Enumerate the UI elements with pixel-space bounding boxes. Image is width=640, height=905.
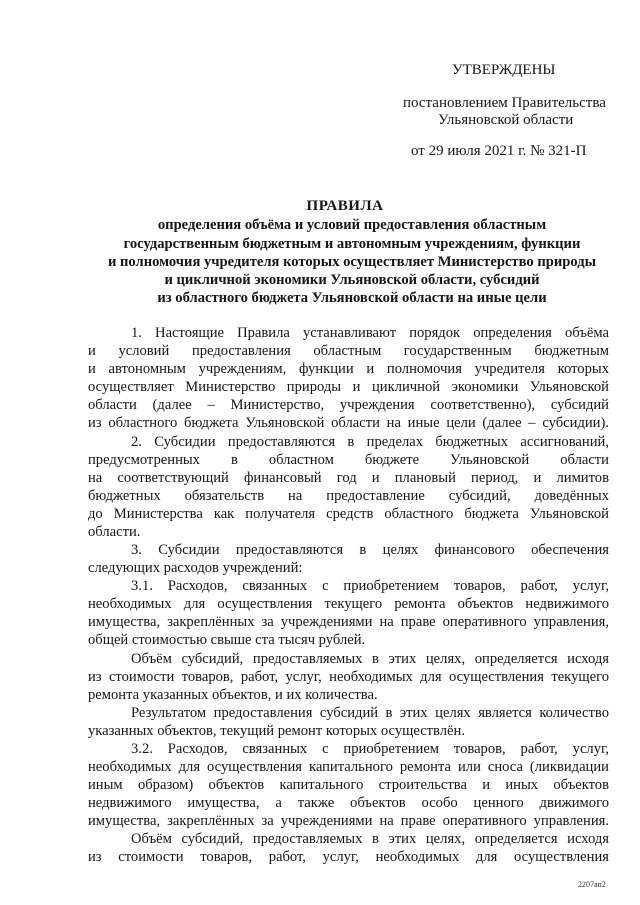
- body-line: Объём субсидий, предоставляемых в этих целях, определяется исходя: [131, 651, 609, 667]
- body-line: необходимых для осуществления текущего ремонта объектов недвижимого: [88, 596, 609, 612]
- body-line: и автономным учреждениям, функции и полномочия учредителя которых: [88, 361, 609, 377]
- body-line: Объём субсидий, предоставляемых в этих целях, определяется исходя: [131, 831, 609, 847]
- approval-line-2: Ульяновской области: [438, 112, 574, 128]
- body-line: недвижимого имущества, а также объектов особо ценного движимого: [88, 795, 609, 811]
- approval-line-1: постановлением Правительства: [403, 95, 606, 111]
- approval-line-3: от 29 июля 2021 г. № 321-П: [411, 143, 587, 159]
- body-line: общей стоимостью свыше ста тысяч рублей.: [88, 632, 366, 648]
- body-line: имущества, закреплённых за учреждениями на праве оперативного управления,: [88, 614, 609, 630]
- body-line: 3. Субсидии предоставляются в целях финансового обеспечения: [131, 542, 609, 558]
- approved-heading: УТВЕРЖДЕНЫ: [452, 62, 556, 78]
- body-line: и условий предоставления областным государственным бюджетным: [88, 343, 609, 359]
- body-line: предусмотренных в областном бюджете Ульяновской области: [88, 452, 609, 468]
- body-line: до Министерства как получателя средств областного бюджета Ульяновской: [88, 506, 609, 522]
- body-line: 3.2. Расходов, связанных с приобретением товаров, работ, услуг,: [131, 741, 609, 757]
- title-subline: и цикличной экономики Ульяновской области, субсидий: [164, 272, 540, 288]
- body-line: имущества, закреплённых за учреждениями на праве оперативного управления.: [88, 813, 609, 829]
- document-title: ПРАВИЛА: [306, 198, 384, 214]
- body-line: области (далее – Министерство, учреждения соответственно), субсидий: [88, 397, 609, 413]
- body-line: 1. Настоящие Правила устанавливают порядок определения объёма: [131, 325, 609, 341]
- body-line: указанных объектов, текущий ремонт которых осуществлён.: [88, 723, 465, 739]
- body-line: необходимых для осуществления капитального ремонта или сноса (ликвидации: [88, 759, 609, 775]
- title-subline: государственным бюджетным и автономным учреждениям, функции: [123, 236, 581, 252]
- body-line: бюджетных обязательств на предоставление субсидий, доведённых: [88, 488, 609, 504]
- title-subline: из областного бюджета Ульяновской области на иные цели: [157, 290, 547, 306]
- body-line: области.: [88, 524, 141, 540]
- body-line: из стоимости товаров, работ, услуг, необходимых для осуществления: [88, 849, 609, 865]
- body-line: осуществляет Министерство природы и цикличной экономики Ульяновской: [88, 379, 609, 395]
- body-line: иным образом) объектов капитального строительства и иных объектов: [88, 777, 609, 793]
- body-line: следующих расходов учреждений:: [88, 560, 303, 576]
- title-subline: и полномочия учредителя которых осуществляет Министерство природы: [107, 254, 597, 270]
- body-line: Результатом предоставления субсидий в этих целях является количество: [131, 705, 609, 721]
- footer-document-code: 2207ап2: [578, 880, 606, 889]
- body-line: 2. Субсидии предоставляются в пределах бюджетных ассигнований,: [131, 434, 609, 450]
- body-line: ремонта указанных объектов, и их количества.: [88, 687, 378, 703]
- body-line: из стоимости товаров, работ, услуг, необходимых для осуществления текущего: [88, 669, 609, 685]
- body-line: на соответствующий финансовый год и плановый период, и лимитов: [88, 470, 609, 486]
- body-line: из областного бюджета Ульяновской области на иные цели (далее – субсидии).: [88, 415, 609, 431]
- body-line: 3.1. Расходов, связанных с приобретением товаров, работ, услуг,: [131, 578, 609, 594]
- title-subline: определения объёма и условий предоставления областным: [157, 217, 547, 233]
